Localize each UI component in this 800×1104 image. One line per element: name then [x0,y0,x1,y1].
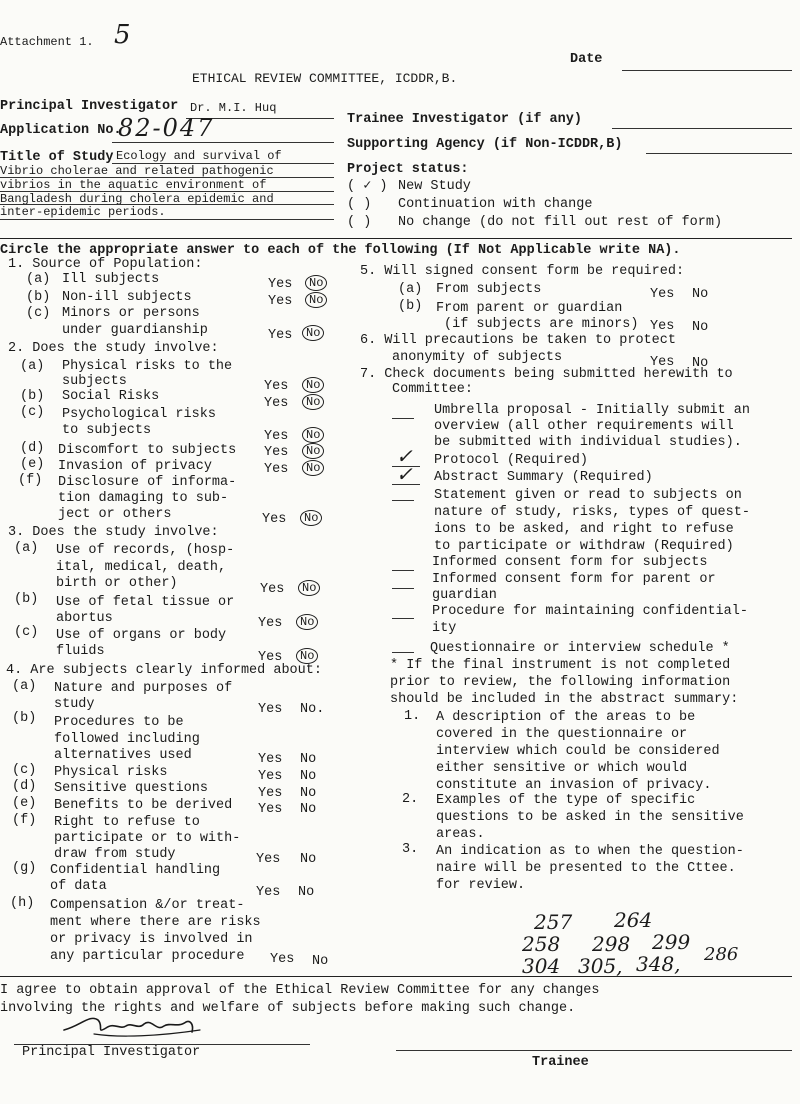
note-text: * If the final instrument is not completed [390,658,731,673]
numbered-text: A description of the areas to be [436,710,696,725]
section-5-title: 5. Will signed consent form be required: [360,264,685,279]
handwritten-number: 264 [614,908,653,932]
numbered-text: questions to be asked in the sensitive [436,810,744,825]
separator-top [0,238,792,239]
item-text: From parent or guardian [436,301,623,316]
attachment-mark: 5 [114,20,131,50]
item-text: any particular procedure [50,949,245,964]
doc-text: overview (all other requirements will [434,419,734,434]
trainee-line [612,128,792,129]
doc-text: ions to be asked, and right to refuse [434,522,734,537]
section-7-title-cont: Committee: [392,382,474,397]
title-line-3: vibrios in the aquatic environment of [0,178,267,192]
answer-no-circled [302,427,324,443]
answer-no: No [692,356,709,371]
answer-yes: Yes [264,379,289,394]
item-text: ment where there are risks [50,915,261,930]
answer-yes: Yes [258,802,283,817]
no-circle: No [300,510,322,526]
answer-no-circled [305,292,327,308]
numbered-marker: 3. [402,842,419,857]
no-circle: No [296,614,318,630]
no-circle: No [302,325,324,341]
handwritten-number: 348, [636,952,681,976]
item-text: abortus [56,611,113,626]
item-letter: (d) [20,441,45,456]
answer-yes: Yes [264,429,289,444]
doc-text: Abstract Summary (Required) [434,470,653,485]
no-circle: No [302,394,324,410]
answer-yes: Yes [264,462,289,477]
agency-line [646,153,792,154]
status-mark-new: ( ✓ ) [347,179,388,194]
pi-value: Dr. M.I. Huq [190,101,277,115]
doc-text: Informed consent form for parent or [432,572,716,587]
doc-text: Protocol (Required) [434,453,588,468]
section-6-title-cont: anonymity of subjects [392,350,563,365]
no-circle: No [296,648,318,664]
item-text: Compensation &/or treat- [50,898,245,913]
check-blank [392,618,414,619]
answer-no: No [692,320,709,335]
agreement-line: involving the rights and welfare of subjects before making such change. [0,1001,576,1016]
instruction: Circle the appropriate answer to each of the following (If Not Applicable write NA). [0,243,681,258]
doc-text: Umbrella proposal - Initially submit an [434,403,750,418]
note-text: should be included in the abstract summary: [390,692,739,707]
item-letter: (d) [12,779,37,794]
status-label: Project status: [347,162,469,177]
application-label: Application No. [0,123,122,138]
numbered-text: An indication as to when the question- [436,844,744,859]
answer-yes: Yes [268,294,293,309]
handwritten-number: 299 [652,930,691,954]
item-text: fluids [56,644,105,659]
no-circle: No [302,443,324,459]
pi-signature [60,1004,210,1044]
date-label: Date [570,52,603,67]
no-circle: No [302,427,324,443]
trainee-signature-label: Trainee [532,1055,589,1070]
status-mark-continuation: ( ) [347,197,372,212]
numbered-text: interview which could be considered [436,744,720,759]
no-circle: No [302,460,324,476]
section-2-title: 2. Does the study involve: [8,341,219,356]
numbered-text: covered in the questionnaire or [436,727,688,742]
item-letter: (c) [20,405,45,420]
item-text: Psychological risks [62,407,216,422]
item-text: Minors or persons [62,306,200,321]
item-text: From subjects [436,282,542,297]
item-letter: (a) [20,359,45,374]
section-7-title: 7. Check documents being submitted herewith to [360,367,733,382]
application-value: 82-047 [118,114,215,142]
no-circle: No [305,275,327,291]
numbered-text: naire will be presented to the Cttee. [436,861,736,876]
title-line-2: Vibrio cholerae and related pathogenic [0,164,274,178]
answer-yes: Yes [258,650,283,665]
numbered-text: either sensitive or which would [436,761,688,776]
separator-bottom [0,976,792,977]
item-letter: (e) [12,796,37,811]
item-text: Use of organs or body [56,628,227,643]
note-text: prior to review, the following information [390,675,731,690]
pi-signature-label: Principal Investigator [22,1045,201,1060]
check-blank [392,652,414,653]
item-text: (if subjects are minors) [444,317,639,332]
answer-yes: Yes [258,769,283,784]
item-text: Use of fetal tissue or [56,595,235,610]
answer-no: No [300,786,317,801]
numbered-text: areas. [436,827,485,842]
item-letter: (a) [12,679,37,694]
answer-no: No [300,769,317,784]
title-rule-5 [0,219,334,220]
pi-label: Principal Investigator [0,99,179,114]
trainee-signature-line [396,1050,792,1051]
handwritten-number: 258 [522,932,561,956]
item-letter: (c) [14,625,39,640]
doc-text: ity [432,621,457,636]
answer-yes: Yes [264,445,289,460]
section-4-title: 4. Are subjects clearly informed about: [6,663,322,678]
item-text: Benefits to be derived [54,798,233,813]
item-letter: (b) [14,592,39,607]
item-text: Physical risks [54,765,168,780]
answer-yes: Yes [268,277,293,292]
item-letter: (b) [12,711,37,726]
item-text: Social Risks [62,389,160,404]
answer-yes: Yes [268,328,293,343]
handwritten-number: 257 [534,910,573,934]
check-mark-icon: ✓ [396,462,413,486]
item-text: Nature and purposes of [54,681,233,696]
answer-yes: Yes [258,702,283,717]
item-text: alternatives used [54,748,192,763]
item-text: or privacy is involved in [50,932,253,947]
application-line [112,142,334,143]
item-text: followed including [54,732,200,747]
title-rule-1 [112,163,334,164]
item-letter: (b) [20,389,45,404]
title-label: Title of Study [0,150,114,165]
numbered-marker: 1. [404,709,421,724]
answer-no-circled [302,377,324,393]
date-line [622,70,792,71]
answer-no: No [300,852,317,867]
item-letter: (a) [398,282,423,297]
no-circle: No [302,377,324,393]
answer-yes: Yes [264,396,289,411]
item-text: Non-ill subjects [62,290,192,305]
answer-no: No [300,752,317,767]
handwritten-number: 305, [578,954,623,978]
item-text: Invasion of privacy [58,459,212,474]
item-letter: (h) [10,896,35,911]
item-text: ject or others [58,507,172,522]
status-mark-no-change: ( ) [347,215,372,230]
answer-yes: Yes [650,287,675,302]
answer-no: No [300,802,317,817]
title-line-4: Bangladesh during cholera epidemic and [0,192,274,206]
answer-yes: Yes [650,319,675,334]
doc-text: Procedure for maintaining confidential- [432,604,748,619]
item-letter: (a) [26,272,51,287]
answer-yes: Yes [258,752,283,767]
item-text: Disclosure of informa- [58,475,237,490]
title-rule-4 [0,204,334,205]
doc-text: nature of study, risks, types of quest- [434,505,750,520]
doc-text: Statement given or read to subjects on [434,488,742,503]
item-text: Use of records, (hosp- [56,543,235,558]
answer-yes: Yes [258,786,283,801]
handwritten-number: 286 [704,944,739,965]
item-letter: (f) [18,473,43,488]
item-letter: (c) [26,306,51,321]
item-text: participate or to with- [54,831,241,846]
no-circle: No [305,292,327,308]
status-new-study: New Study [398,179,471,194]
title-rule-2 [0,177,334,178]
answer-yes: Yes [270,952,295,967]
item-text: to subjects [62,423,152,438]
status-continuation: Continuation with change [398,197,593,212]
item-letter: (a) [14,541,39,556]
item-text: Procedures to be [54,715,184,730]
handwritten-number: 298 [592,932,631,956]
item-letter: (b) [26,290,51,305]
item-letter: (e) [20,457,45,472]
handwritten-number: 304 [522,954,561,978]
answer-no-circled [300,510,322,526]
item-text: Physical risks to the [62,359,233,374]
item-text: ital, medical, death, [56,560,227,575]
answer-no-circled [302,460,324,476]
answer-no-circled [302,394,324,410]
item-letter: (f) [12,813,37,828]
item-text: draw from study [54,847,176,862]
doc-text: be submitted with individual studies). [434,435,742,450]
numbered-text: constitute an invasion of privacy. [436,778,712,793]
item-text: Discomfort to subjects [58,443,237,458]
item-text: Ill subjects [62,272,160,287]
agency-label: Supporting Agency (if Non-ICDDR,B) [347,137,623,152]
trainee-label: Trainee Investigator (if any) [347,112,582,127]
item-text: subjects [62,374,127,389]
item-letter: (g) [12,861,37,876]
item-text: tion damaging to sub- [58,491,229,506]
item-text: under guardianship [62,323,208,338]
section-1-title: 1. Source of Population: [8,257,203,272]
check-blank [392,570,414,571]
answer-no: No. [300,702,325,717]
doc-text: to participate or withdraw (Required) [434,539,734,554]
answer-no: No [312,954,329,969]
title-line-1: Ecology and survival of [116,149,282,163]
numbered-marker: 2. [402,792,419,807]
agreement-line: I agree to obtain approval of the Ethical Review Committee for any changes [0,983,600,998]
answer-yes: Yes [260,582,285,597]
check-blank [392,418,414,419]
answer-no-circled [296,648,318,664]
numbered-text: Examples of the type of specific [436,793,696,808]
answer-yes: Yes [262,512,287,527]
item-text: Right to refuse to [54,815,200,830]
answer-yes: Yes [650,355,675,370]
item-text: Sensitive questions [54,781,208,796]
title-rule-3 [0,191,334,192]
status-no-change: No change (do not fill out rest of form) [398,215,723,230]
doc-text: Questionnaire or interview schedule * [430,641,730,656]
answer-yes: Yes [256,852,281,867]
check-blank [392,500,414,501]
answer-no-circled [302,443,324,459]
answer-no-circled [302,325,324,341]
answer-yes: Yes [256,885,281,900]
check-mark-icon: ✓ [396,444,413,468]
answer-no: No [298,885,315,900]
answer-yes: Yes [258,616,283,631]
item-text: of data [50,879,107,894]
item-letter: (b) [398,299,423,314]
answer-no-circled [296,614,318,630]
item-letter: (c) [12,763,37,778]
section-6-title: 6. Will precautions be taken to protect [360,333,676,348]
answer-no: No [692,287,709,302]
form-title: ETHICAL REVIEW COMMITTEE, ICDDR,B. [192,71,458,86]
item-text: Confidential handling [50,863,221,878]
title-line-5: inter-epidemic periods. [0,205,166,219]
attachment-label: Attachment 1. [0,35,94,49]
answer-no-circled [305,275,327,291]
item-text: study [54,697,95,712]
section-3-title: 3. Does the study involve: [8,525,219,540]
check-blank [392,588,414,589]
numbered-text: for review. [436,878,526,893]
doc-text: guardian [432,588,497,603]
answer-no-circled [298,580,320,596]
no-circle: No [298,580,320,596]
doc-text: Informed consent form for subjects [432,555,708,570]
item-text: birth or other) [56,576,178,591]
